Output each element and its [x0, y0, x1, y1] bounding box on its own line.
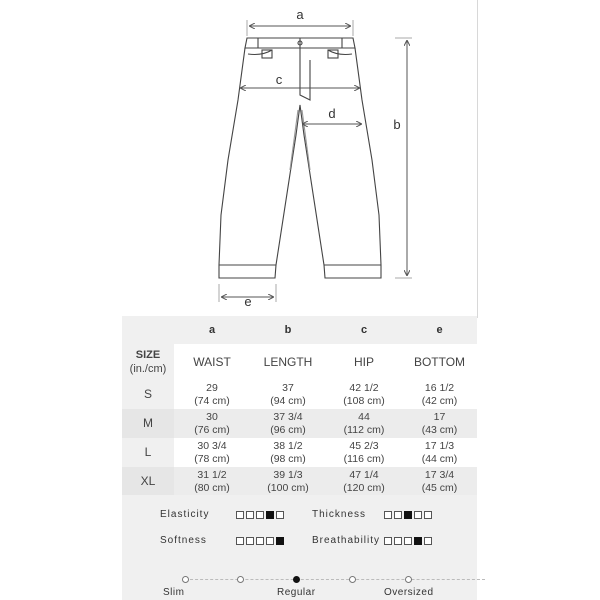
column-letter: a [174, 316, 250, 344]
measurement-cm: (96 cm) [270, 423, 306, 436]
measurement-inches: 42 1/2 [349, 381, 379, 394]
size-label: M [122, 409, 174, 438]
label-d: d [328, 106, 336, 121]
measurement-cm: (74 cm) [194, 394, 230, 407]
measurement-cm: (98 cm) [270, 452, 306, 465]
rating-boxes [236, 511, 284, 519]
measurement-inches: 17 1/3 [424, 439, 455, 452]
measurement-inches: 45 2/3 [349, 439, 379, 452]
rating-box [256, 511, 264, 519]
rating-box [236, 537, 244, 545]
measurement-cm: (112 cm) [343, 423, 385, 436]
table-row [122, 409, 477, 438]
rating-boxes [384, 511, 432, 519]
column-header: BOTTOM [413, 355, 466, 369]
label-e: e [244, 294, 252, 309]
fabric-attributes-panel [122, 495, 477, 600]
attribute-label: Breathability [312, 535, 381, 546]
rating-box-selected [266, 511, 274, 519]
measurement-inches: 29 [206, 381, 218, 394]
measurement-cell [174, 380, 250, 409]
rating-box [384, 511, 392, 519]
rating-box-selected [276, 537, 284, 545]
measurement-cell [402, 467, 477, 496]
measurement-cm: (78 cm) [194, 452, 230, 465]
measurement-inches: 37 [282, 381, 294, 394]
measurement-cm: (42 cm) [421, 394, 458, 407]
rating-box [256, 537, 264, 545]
rating-box [236, 511, 244, 519]
measurement-inches: 38 1/2 [273, 439, 303, 452]
fit-point [237, 576, 244, 583]
column-header: LENGTH [263, 355, 313, 369]
table-corner [122, 316, 174, 344]
dimension-b [395, 38, 412, 278]
size-label: S [122, 380, 174, 409]
fit-scale-line [185, 579, 485, 580]
rating-box [246, 537, 254, 545]
measurement-cm: (45 cm) [421, 481, 458, 494]
label-a: a [296, 7, 304, 22]
attribute-thickness [312, 509, 432, 520]
attribute-breathability [312, 535, 432, 546]
rating-box [394, 511, 402, 519]
measurement-inches: 30 [206, 410, 218, 423]
rating-box [404, 537, 412, 545]
table-row [122, 380, 477, 409]
measurement-cell [326, 409, 402, 438]
table-row [122, 438, 477, 467]
measurement-cell [250, 467, 326, 496]
measurement-cell [174, 409, 250, 438]
rating-boxes [236, 537, 284, 545]
measurement-cm: (44 cm) [421, 452, 458, 465]
measurement-cell [402, 438, 477, 467]
attribute-label: Softness [160, 535, 207, 546]
measurement-cell [250, 409, 326, 438]
column-header: WAIST [193, 355, 231, 369]
measurement-cell [402, 380, 477, 409]
fit-point [182, 576, 189, 583]
fit-point [349, 576, 356, 583]
fit-label-slim: Slim [163, 587, 185, 598]
size-table [122, 316, 477, 496]
rating-box [246, 511, 254, 519]
fit-label-regular: Regular [277, 587, 316, 598]
rating-box [424, 511, 432, 519]
table-row [122, 467, 477, 496]
column-letter: c [326, 316, 402, 344]
measurement-cm: (43 cm) [421, 423, 458, 436]
measurement-inches: 39 1/3 [273, 468, 303, 481]
measurement-inches: 37 3/4 [273, 410, 303, 423]
measurement-inches: 47 1/4 [349, 468, 379, 481]
measurement-cell [326, 467, 402, 496]
measurement-cell [250, 380, 326, 409]
fit-label-oversized: Oversized [384, 587, 434, 598]
size-header-unit: (in./cm) [129, 363, 167, 375]
measurement-cell [174, 438, 250, 467]
rating-box [276, 511, 284, 519]
measurement-cm: (100 cm) [267, 481, 309, 494]
size-rows [122, 380, 477, 496]
table-letter-row [122, 316, 477, 344]
divider-line [477, 0, 478, 318]
measurement-cm: (80 cm) [194, 481, 230, 494]
label-c: c [275, 72, 283, 87]
column-header: HIP [353, 355, 374, 369]
attribute-label: Thickness [312, 509, 367, 520]
size-label: L [122, 438, 174, 467]
pants-outline [219, 38, 381, 278]
size-header-title: SIZE [135, 349, 161, 361]
dimension-a [247, 20, 353, 36]
measurement-inches: 17 3/4 [424, 468, 455, 481]
size-header [122, 344, 174, 380]
measurement-inches: 44 [358, 410, 370, 423]
attribute-softness [160, 535, 284, 546]
measurement-cm: (76 cm) [194, 423, 230, 436]
column-letter: e [402, 316, 477, 344]
attribute-label: Elasticity [160, 509, 210, 520]
measurement-cm: (120 cm) [343, 481, 385, 494]
measurement-inches: 16 1/2 [424, 381, 455, 394]
rating-box [424, 537, 432, 545]
fit-point-selected [293, 576, 300, 583]
rating-box [266, 537, 274, 545]
label-b: b [393, 117, 401, 132]
measurement-cell [174, 467, 250, 496]
column-letter: b [250, 316, 326, 344]
rating-box-selected [404, 511, 412, 519]
size-label: XL [122, 467, 174, 496]
fit-point [405, 576, 412, 583]
rating-box [394, 537, 402, 545]
measurement-inches: 31 1/2 [197, 468, 227, 481]
table-header-row [122, 344, 477, 380]
measurement-cell [402, 409, 477, 438]
measurement-cell [326, 380, 402, 409]
rating-box [384, 537, 392, 545]
measurement-inches: 30 3/4 [197, 439, 227, 452]
measurement-cm: (116 cm) [343, 452, 385, 465]
attribute-elasticity [160, 509, 284, 520]
measurement-inches: 17 [433, 410, 446, 423]
measurement-cm: (94 cm) [270, 394, 306, 407]
measurement-cell [250, 438, 326, 467]
measurement-cell [326, 438, 402, 467]
rating-box-selected [414, 537, 422, 545]
rating-boxes [384, 537, 432, 545]
measurement-cm: (108 cm) [343, 394, 385, 407]
rating-box [414, 511, 422, 519]
